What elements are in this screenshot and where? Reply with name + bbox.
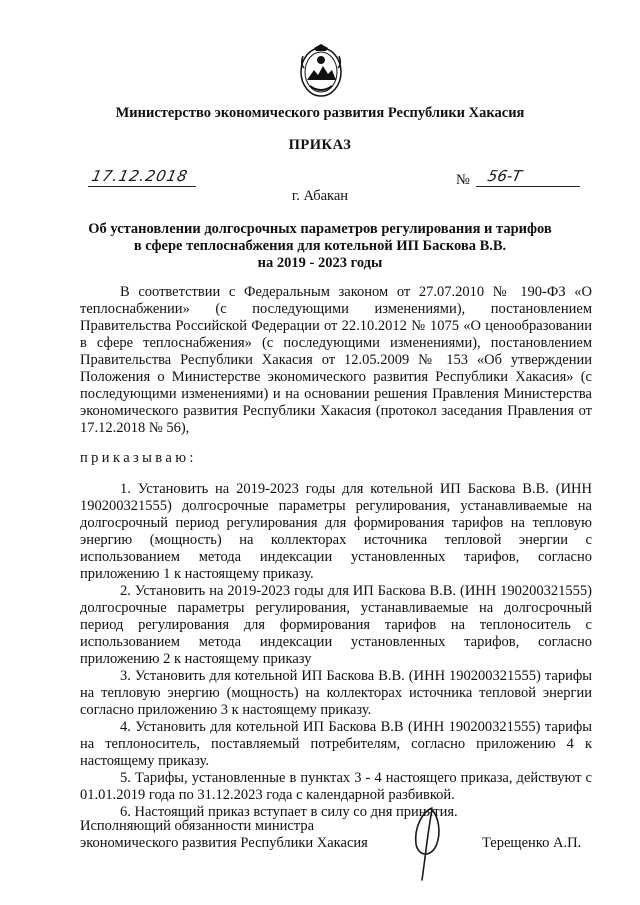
signature-icon: [392, 800, 464, 884]
subject-line: на 2019 - 2023 годы: [257, 255, 383, 271]
signer-title: [80, 818, 368, 852]
order-item: 4. Установить для котельной ИП Баскова В.В (ИНН 190200321555) тарифы на теплоноситель, поставляемый потребителям, согласно приложению 4 к настоящему приказу.: [80, 719, 592, 769]
order-item: 1. Установить на 2019-2023 годы для котельной ИП Баскова В.В. (ИНН 190200321555) долгосрочные параметры регулирования, устанавливаемые на долгосрочный период регулирования для формирования тарифов на тепловую энергию (мощность) на коллекторах источника тепловой энергии с использованием метода индексации установленных тарифов, согласно приложению 1 к настоящему приказу.: [80, 481, 592, 582]
order-number: 56-Т: [486, 167, 524, 185]
document-type: ПРИКАЗ: [288, 137, 352, 153]
ministry-name: Министерство экономического развития Республики Хакасия: [115, 105, 525, 121]
city: г. Абакан: [291, 188, 349, 204]
subject-line: Об установлении долгосрочных параметров регулирования и тарифов: [88, 221, 552, 237]
order-date: 17.12.2018: [90, 167, 190, 185]
subject-line: в сфере теплоснабжения для котельной ИП Баскова В.В.: [133, 238, 507, 254]
coat-of-arms-icon: [298, 42, 344, 100]
orders-word: приказываю:: [80, 450, 197, 466]
number-sign: №: [456, 172, 470, 188]
order-item: 5. Тарифы, установленные в пунктах 3 - 4 настоящего приказа, действуют с 01.01.2019 года по 31.12.2023 года с календарной разбивкой.: [80, 770, 592, 803]
order-item: 3. Установить для котельной ИП Баскова В.В. (ИНН 190200321555) тарифы на тепловую энергию (мощность) на коллекторах источника тепловой энергии согласно приложению 3 к настоящему приказу.: [80, 668, 592, 718]
order-subject: [60, 221, 580, 272]
date-underline: [88, 186, 196, 187]
number-underline: [476, 186, 580, 187]
signer-title-line: экономического развития Республики Хакасия: [80, 835, 368, 851]
order-item: 6. Настоящий приказ вступает в силу со дня принятия.: [120, 804, 458, 820]
signer-title-line: Исполняющий обязанности министра: [80, 818, 315, 834]
order-item: 2. Установить на 2019-2023 годы для ИП Баскова В.В. (ИНН 190200321555) долгосрочные параметры регулирования, устанавливаемые на долгосрочный период регулирования для формирования тарифов на теплоноситель с использованием метода индексации установленных тарифов, согласно приложению 2 к настоящему приказу: [80, 583, 592, 667]
preamble-paragraph: В соответствии с Федеральным законом от 27.07.2010 № 190-ФЗ «О теплоснабжении» (с последующими изменениями), постановлением Правительства Российской Федерации от 22.10.2012 № 1075 «О ценообразовании в сфере теплоснабжения» (с последующими изменениями), постановлением Правительства Республики Хакасия от 12.05.2009 № 153 «Об утверждении Положения о Министерстве экономического развития Республики Хакасия» (с последующими изменениями) и на основании решения Правления Министерства экономического развития Республики Хакасия (протокол заседания Правления от 17.12.2018 № 56),: [80, 284, 592, 436]
signer-name: Терещенко А.П.: [482, 835, 582, 851]
order-items: [80, 481, 592, 821]
